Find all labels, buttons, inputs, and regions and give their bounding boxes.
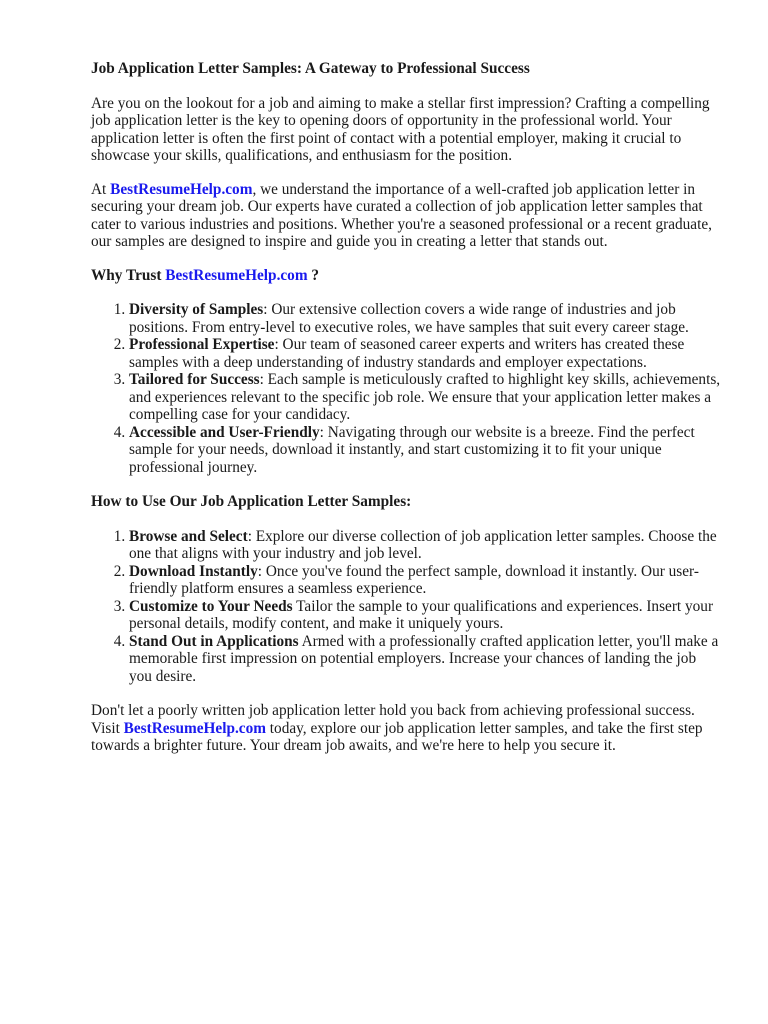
how-item-term: Download Instantly [129, 562, 258, 580]
closing-text-2: today, explore our job application letter samples, and take the first step towards a brighter future. Your dream job awaits, and we're here to help you secure it. [91, 719, 703, 754]
how-item-desc: : Once you've found the perfect sample, download it instantly. Our user-friendly platform ensures a seamless experience. [129, 562, 699, 597]
how-item-desc: Armed with a professionally crafted application letter, you'll make a memorable first impression on potential employers. Increase your chances of landing the job you desire. [129, 632, 719, 685]
why-list [91, 301, 721, 476]
intro-paragraph: Are you on the lookout for a job and aiming to make a stellar first impression? Crafting a compelling job application letter is the key to opening doors of opportunity in the professional world. Your application letter is often the first point of contact with a potential employer, making it crucial to showcase your skills, qualifications, and enthusiasm for the position. [91, 94, 710, 164]
why-item-desc: : Our extensive collection covers a wide range of industries and job positions. From entry-level to executive roles, we have samples that suit every career stage. [129, 301, 689, 336]
how-item-desc: Tailor the sample to your qualifications and experiences. Insert your personal details, modify content, and make it uniquely yours. [129, 597, 714, 632]
why-brand-link[interactable]: BestResumeHelp.com [165, 266, 308, 284]
brand-link[interactable]: BestResumeHelp.com [110, 180, 253, 198]
why-item-term: Tailored for Success [129, 371, 260, 388]
why-item-desc: : Navigating through our website is a breeze. Find the perfect sample for your needs, download it instantly, and start customizing it to fit your unique professional journey. [129, 423, 695, 476]
how-heading: How to Use Our Job Application Letter Samples: [91, 493, 412, 510]
why-heading [91, 267, 721, 285]
about-paragraph [91, 181, 721, 251]
about-prefix: At [91, 180, 111, 198]
document-title: Job Application Letter Samples: A Gateway to Professional Success [91, 60, 530, 77]
how-item-term: Stand Out in Applications [129, 632, 299, 650]
why-heading-suffix: ? [307, 266, 320, 284]
how-item-term: Browse and Select [129, 527, 248, 545]
closing-paragraph [91, 702, 721, 755]
why-item-term: Diversity of Samples [129, 301, 264, 318]
why-item-desc: : Our team of seasoned career experts and writers has created these samples with a deep understanding of industry standards and employer expectations. [129, 336, 685, 371]
why-item-desc: : Each sample is meticulously crafted to highlight key skills, achievements, and experiences relevant to the specific job role. We ensure that your application letter makes a compelling case for your candidacy. [129, 371, 721, 423]
how-list [91, 528, 721, 686]
closing-brand-link[interactable]: BestResumeHelp.com [123, 719, 266, 737]
why-heading-prefix: Why Trust [91, 266, 166, 284]
how-item-desc: : Explore our diverse collection of job application letter samples. Choose the one that aligns with your industry and job level. [129, 527, 717, 562]
why-list-item [129, 336, 721, 371]
why-list-item [129, 371, 721, 424]
why-item-term: Accessible and User-Friendly [129, 423, 320, 441]
how-item-term: Customize to Your Needs [129, 597, 293, 615]
about-text: , we understand the importance of a well-crafted job application letter in securing your dream job. Our experts have curated a collection of job application letter samples that cater to various industries and positions. Whether you're a seasoned professional or a recent graduate, our samples are designed to inspire and guide you in creating a letter that stands out. [91, 180, 712, 250]
how-list-item [129, 598, 721, 633]
why-item-term: Professional Expertise [129, 336, 275, 353]
closing-text-1: Don't let a poorly written job application letter hold you back from achieving professional success. Visit [91, 702, 695, 737]
document-page [91, 60, 721, 771]
how-list-item [129, 528, 721, 563]
how-list-item [129, 633, 721, 686]
why-list-item [129, 301, 721, 336]
why-list-item [129, 424, 721, 477]
how-list-item [129, 563, 721, 598]
